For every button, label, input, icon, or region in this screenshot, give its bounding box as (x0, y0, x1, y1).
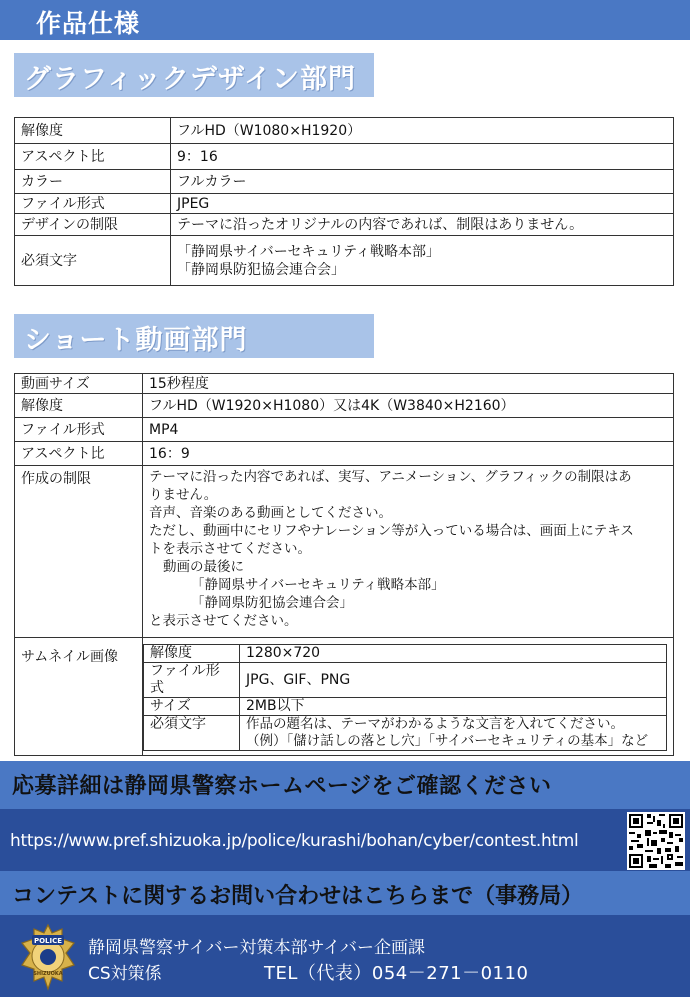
contact-section: CS対策係 (88, 964, 162, 984)
spec-value: 16：9 (143, 442, 674, 466)
spec-key: アスペクト比 (15, 442, 143, 466)
contact-banner (0, 871, 690, 915)
restriction-line: と表示させてください。 (149, 613, 298, 629)
page-title: 作品仕様 (36, 9, 141, 38)
spec-key: ファイル形式 (15, 194, 171, 214)
contact-banner-text: コンテストに関するお問い合わせはこちらまで（事務局） (12, 884, 584, 909)
url-bar (0, 809, 690, 871)
spec-key: 動画サイズ (15, 374, 143, 394)
badge-text: POLICE (33, 937, 63, 945)
police-badge-icon (18, 923, 78, 993)
table-row (15, 118, 674, 144)
thumb-value: 2MB以下 (240, 698, 667, 716)
spec-value: JPEG (171, 194, 674, 214)
spec-value: テーマに沿ったオリジナルの内容であれば、制限はありません。 (171, 214, 674, 236)
spec-value (171, 236, 674, 286)
spec-value: 9：16 (171, 144, 674, 170)
video-section-title: ショート動画部門 (24, 325, 248, 356)
restriction-line: 「静岡県サイバーセキュリティ戦略本部」 (191, 577, 445, 593)
restriction-line: トを表示させてください。 (149, 541, 311, 557)
spec-value: フルHD（W1080×H1920） (171, 118, 674, 144)
apply-banner (0, 761, 690, 809)
thumbnail-cell (143, 638, 674, 756)
restriction-line: 音声、音楽のある動画としてください。 (149, 505, 392, 521)
graphic-spec-table (14, 117, 674, 286)
top-title-bar (0, 0, 690, 40)
contact-department: 静岡県警察サイバー対策本部サイバー企画課 (88, 938, 425, 958)
table-row (15, 144, 674, 170)
required-text-line: 「静岡県サイバーセキュリティ戦略本部」 (177, 243, 441, 260)
spec-value: 15秒程度 (143, 374, 674, 394)
thumb-key: 解像度 (144, 645, 240, 663)
table-row (15, 394, 674, 418)
restriction-line: ただし、動画中にセリフやナレーション等が入っている場合は、画面上にテキス (149, 523, 634, 539)
spec-value: MP4 (143, 418, 674, 442)
contest-url-link[interactable]: https://www.pref.shizuoka.jp/police/kurashi/bohan/cyber/contest.html (10, 831, 579, 851)
table-row (15, 236, 674, 286)
spec-value: フルHD（W1920×H1080）又は4K（W3840×H2160） (143, 394, 674, 418)
spec-value: フルカラー (171, 170, 674, 194)
spec-key: サムネイル画像 (15, 638, 143, 756)
contact-phone[interactable]: TEL（代表）054－271－0110 (264, 963, 529, 984)
thumb-required-line: 作品の題名は、テーマがわかるような文言を入れてください。 (246, 716, 624, 732)
table-row (15, 170, 674, 194)
spec-key: 作成の制限 (15, 466, 143, 638)
table-row (144, 698, 667, 716)
required-text-line: 「静岡県防犯協会連合会」 (177, 261, 345, 278)
table-row (15, 194, 674, 214)
spec-key: アスペクト比 (15, 144, 171, 170)
thumb-value (240, 716, 667, 751)
thumb-key: ファイル形式 (144, 663, 240, 698)
thumb-required-line: （例）「儲け話しの落とし穴」「サイバーセキュリティの基本」など (246, 733, 649, 749)
table-row (15, 466, 674, 638)
graphic-section-heading (14, 53, 374, 97)
table-row (144, 716, 667, 751)
spec-key: デザインの制限 (15, 214, 171, 236)
table-row (144, 663, 667, 698)
graphic-section-title: グラフィックデザイン部門 (24, 64, 356, 95)
apply-banner-text: 応募詳細は静岡県警察ホームページをご確認ください (12, 774, 552, 799)
restriction-line: テーマに沿った内容であれば、実写、アニメーション、グラフィックの制限はあ (149, 469, 632, 485)
qr-code-icon[interactable] (627, 812, 685, 870)
spec-key: 解像度 (15, 118, 171, 144)
contact-footer (0, 915, 690, 997)
spec-key: 必須文字 (15, 236, 171, 286)
thumb-value: 1280×720 (240, 645, 667, 663)
spec-key: ファイル形式 (15, 418, 143, 442)
table-row (15, 418, 674, 442)
thumb-key: 必須文字 (144, 716, 240, 751)
restriction-line: りません。 (149, 487, 218, 503)
spec-key: 解像度 (15, 394, 143, 418)
table-row (15, 638, 674, 756)
spec-value (143, 466, 674, 638)
restriction-line: 動画の最後に (163, 559, 244, 575)
video-spec-table (14, 373, 674, 756)
thumbnail-table (143, 644, 667, 751)
thumb-key: サイズ (144, 698, 240, 716)
spec-key: カラー (15, 170, 171, 194)
badge-sub-text: SHIZUOKA (33, 971, 63, 977)
table-row (15, 442, 674, 466)
table-row (15, 214, 674, 236)
table-row (144, 645, 667, 663)
restriction-line: 「静岡県防犯協会連合会」 (191, 595, 353, 611)
video-section-heading (14, 314, 374, 358)
table-row (15, 374, 674, 394)
thumb-value: JPG、GIF、PNG (240, 663, 667, 698)
